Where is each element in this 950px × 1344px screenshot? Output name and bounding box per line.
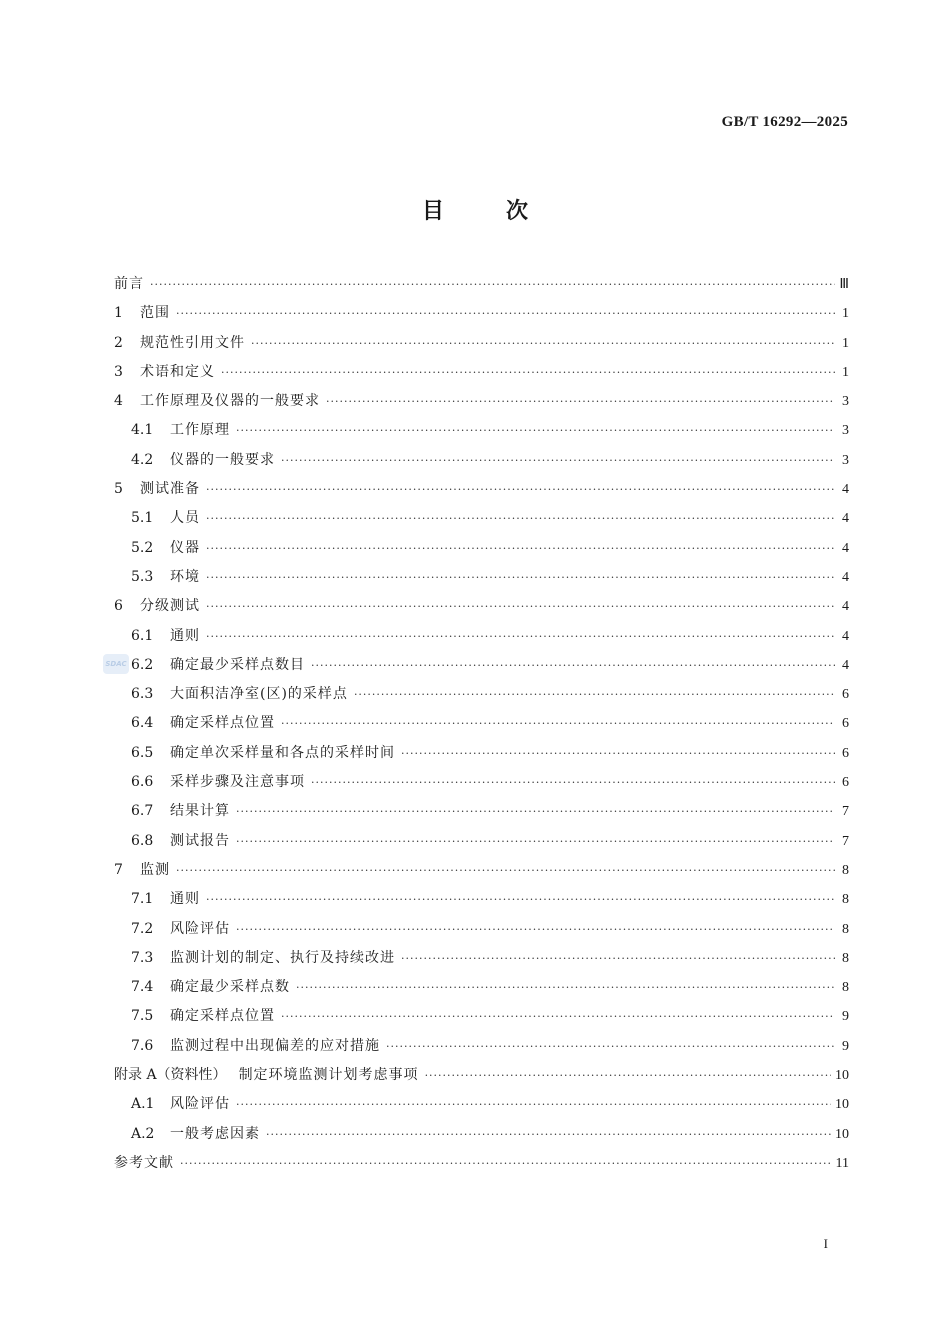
toc-entry-page: 8 — [842, 921, 849, 937]
toc-entry-number: 5 — [114, 481, 123, 498]
toc-dot-leader — [236, 797, 835, 826]
toc-entry-label: 风险评估 — [170, 1096, 230, 1113]
toc-dot-leader — [150, 270, 835, 299]
toc-entry-number: 7.3 — [131, 949, 154, 966]
toc-entry[interactable] — [114, 416, 849, 445]
toc-entry-page: 10 — [835, 1097, 849, 1113]
toc-entry-number: 4 — [114, 393, 123, 410]
toc-entry-label: 监测计划的制定、执行及持续改进 — [170, 949, 395, 966]
toc-entry-page: 6 — [842, 687, 849, 703]
toc-entry-page: 6 — [842, 775, 849, 791]
toc-entry[interactable] — [114, 651, 849, 680]
toc-entry-page: 10 — [835, 1068, 849, 1084]
toc-entry[interactable] — [114, 592, 849, 621]
toc-dot-leader — [354, 680, 835, 709]
toc-entry-number: 6.3 — [131, 686, 154, 703]
toc-dot-leader — [206, 563, 835, 592]
toc-entry-page: 4 — [842, 569, 849, 585]
toc-entry-number: 1 — [114, 305, 123, 322]
toc-entry-page: 4 — [842, 657, 849, 673]
toc-dot-leader — [176, 856, 835, 885]
toc-entry-label: 大面积洁净室(区)的采样点 — [170, 686, 348, 703]
toc-entry-label: 监测过程中出现偏差的应对措施 — [170, 1037, 380, 1054]
toc-entry[interactable] — [114, 358, 849, 387]
toc-entry-label: 工作原理 — [170, 422, 230, 439]
toc-entry-label: 测试报告 — [170, 832, 230, 849]
toc-entry-page: 1 — [842, 364, 849, 380]
toc-dot-leader — [176, 299, 835, 328]
toc-entry-page: 10 — [835, 1126, 849, 1142]
toc-entry-label: 制定环境监测计划考虑事项 — [238, 1067, 419, 1084]
toc-entry[interactable] — [114, 797, 849, 826]
toc-entry-label: 范围 — [140, 305, 170, 322]
toc-entry-label: 确定单次采样量和各点的采样时间 — [170, 744, 395, 761]
toc-entry-number: 5.1 — [131, 510, 154, 527]
toc-dot-leader — [281, 1002, 835, 1031]
toc-dot-leader — [311, 651, 835, 680]
toc-dot-leader — [206, 622, 835, 651]
toc-entry-number: 2 — [114, 334, 123, 351]
toc-dot-leader — [236, 827, 835, 856]
toc-entry-number: 7.2 — [131, 920, 154, 937]
toc-entry[interactable] — [114, 739, 849, 768]
toc-entry-label: 术语和定义 — [140, 363, 215, 380]
toc-entry[interactable] — [114, 1149, 849, 1178]
toc-entry-label: 参考文献 — [114, 1154, 174, 1171]
toc-entry-label: 人员 — [170, 510, 200, 527]
toc-entry-number: 4.2 — [131, 451, 154, 468]
toc-entry-page: 8 — [842, 862, 849, 878]
toc-entry-number: 7 — [114, 861, 123, 878]
toc-entry[interactable] — [114, 885, 849, 914]
toc-entry-page: 3 — [842, 394, 849, 410]
toc-entry-page: 3 — [842, 423, 849, 439]
toc-entry[interactable] — [114, 856, 849, 885]
toc-entry-label: 工作原理及仪器的一般要求 — [140, 393, 320, 410]
toc-entry-label: 规范性引用文件 — [140, 334, 245, 351]
toc-entry[interactable] — [114, 827, 849, 856]
page-title: 目次 — [421, 199, 590, 224]
toc-dot-leader — [266, 1120, 831, 1149]
toc-entry-label: 环境 — [170, 568, 200, 585]
toc-entry-number: 7.4 — [131, 979, 154, 996]
toc-entry-number: 附录 A（资料性） — [114, 1067, 227, 1084]
toc-entry-label: 分级测试 — [140, 598, 200, 615]
toc-dot-leader — [206, 504, 835, 533]
toc-entry-number: 6.5 — [131, 744, 154, 761]
toc-entry-page: 4 — [842, 628, 849, 644]
toc-dot-leader — [326, 387, 835, 416]
toc-dot-leader — [311, 768, 835, 797]
table-of-contents — [114, 270, 849, 1178]
toc-entry-number: 6.7 — [131, 803, 154, 820]
toc-dot-leader — [401, 739, 835, 768]
toc-dot-leader — [296, 973, 835, 1002]
toc-entry[interactable] — [114, 534, 849, 563]
toc-entry-label: 确定采样点位置 — [170, 1008, 275, 1025]
toc-entry-number: 7.1 — [131, 891, 154, 908]
toc-entry-label: 确定最少采样点数 — [170, 979, 290, 996]
toc-entry[interactable] — [114, 622, 849, 651]
toc-entry-page: 11 — [835, 1155, 849, 1171]
toc-entry-label: 通则 — [170, 627, 200, 644]
toc-dot-leader — [281, 709, 835, 738]
toc-entry-page: 6 — [842, 716, 849, 732]
toc-entry[interactable] — [114, 1120, 849, 1149]
toc-dot-leader — [206, 885, 835, 914]
toc-entry-page: 4 — [842, 511, 849, 527]
toc-entry-number: 6.6 — [131, 774, 154, 791]
toc-entry-number: A.2 — [131, 1125, 155, 1142]
toc-entry-page: 1 — [842, 335, 849, 351]
toc-entry[interactable] — [114, 299, 849, 328]
toc-entry-page: 8 — [842, 892, 849, 908]
toc-entry[interactable] — [114, 1061, 849, 1090]
toc-entry-label: 前言 — [114, 276, 144, 292]
toc-entry[interactable] — [114, 563, 849, 592]
toc-entry-page: 4 — [842, 482, 849, 498]
toc-entry-page: 9 — [842, 1038, 849, 1054]
toc-entry-label: 测试准备 — [140, 481, 200, 498]
toc-entry-number: 6 — [114, 598, 123, 615]
toc-entry-page: 4 — [842, 540, 849, 556]
toc-entry[interactable] — [114, 446, 849, 475]
toc-entry-label: 监测 — [140, 861, 170, 878]
toc-entry-page: 8 — [842, 950, 849, 966]
toc-entry-number: 4.1 — [131, 422, 154, 439]
toc-entry-page: 7 — [842, 833, 849, 849]
toc-entry[interactable] — [114, 768, 849, 797]
toc-entry[interactable] — [114, 915, 849, 944]
toc-entry[interactable] — [114, 1090, 849, 1119]
toc-entry-label: 采样步骤及注意事项 — [170, 774, 305, 791]
toc-entry-number: 7.5 — [131, 1008, 154, 1025]
toc-entry[interactable] — [114, 270, 849, 299]
toc-entry-page: 8 — [842, 980, 849, 996]
toc-entry-page: 1 — [842, 306, 849, 322]
toc-entry-label: 确定最少采样点数目 — [170, 656, 305, 673]
toc-entry-number: 6.1 — [131, 627, 154, 644]
toc-entry-number: 5.2 — [131, 539, 154, 556]
toc-dot-leader — [221, 358, 835, 387]
toc-entry[interactable] — [114, 709, 849, 738]
toc-entry-number: 6.8 — [131, 832, 154, 849]
toc-dot-leader — [425, 1061, 831, 1090]
toc-entry-page: 6 — [842, 745, 849, 761]
toc-entry-label: 风险评估 — [170, 920, 230, 937]
toc-entry-page: 4 — [842, 599, 849, 615]
toc-entry-label: 一般考虑因素 — [170, 1125, 260, 1142]
toc-entry-number: 6.4 — [131, 715, 154, 732]
toc-entry[interactable] — [114, 1002, 849, 1031]
page-number: I — [823, 1236, 828, 1251]
toc-entry-number: A.1 — [131, 1096, 155, 1113]
toc-dot-leader — [251, 329, 835, 358]
standard-code: GB/T 16292—2025 — [721, 114, 848, 130]
toc-entry[interactable] — [114, 1032, 849, 1061]
toc-entry-label: 确定采样点位置 — [170, 715, 275, 732]
toc-entry[interactable] — [114, 680, 849, 709]
toc-entry-number: 5.3 — [131, 568, 154, 585]
toc-entry[interactable] — [114, 504, 849, 533]
toc-entry-number: 3 — [114, 363, 123, 380]
toc-entry-label: 通则 — [170, 891, 200, 908]
toc-entry-label: 仪器 — [170, 539, 200, 556]
toc-entry-page: Ⅲ — [839, 277, 849, 292]
toc-entry[interactable] — [114, 329, 849, 358]
toc-dot-leader — [401, 944, 835, 973]
toc-entry-number: 6.2 — [131, 656, 154, 673]
toc-entry[interactable] — [114, 973, 849, 1002]
watermark-logo-icon: SDAC — [103, 654, 129, 674]
toc-entry-label: 仪器的一般要求 — [170, 451, 275, 468]
toc-dot-leader — [236, 416, 835, 445]
toc-dot-leader — [281, 446, 835, 475]
toc-entry-label: 结果计算 — [170, 803, 230, 820]
toc-dot-leader — [386, 1032, 835, 1061]
toc-entry-page: 9 — [842, 1009, 849, 1025]
toc-entry-page: 3 — [842, 452, 849, 468]
toc-dot-leader — [206, 534, 835, 563]
toc-dot-leader — [206, 592, 835, 621]
toc-dot-leader — [236, 915, 835, 944]
toc-dot-leader — [206, 475, 835, 504]
toc-entry[interactable] — [114, 944, 849, 973]
toc-dot-leader — [180, 1149, 832, 1178]
toc-entry-page: 7 — [842, 804, 849, 820]
toc-entry-number: 7.6 — [131, 1037, 154, 1054]
toc-entry[interactable] — [114, 387, 849, 416]
toc-dot-leader — [236, 1090, 831, 1119]
toc-entry[interactable] — [114, 475, 849, 504]
